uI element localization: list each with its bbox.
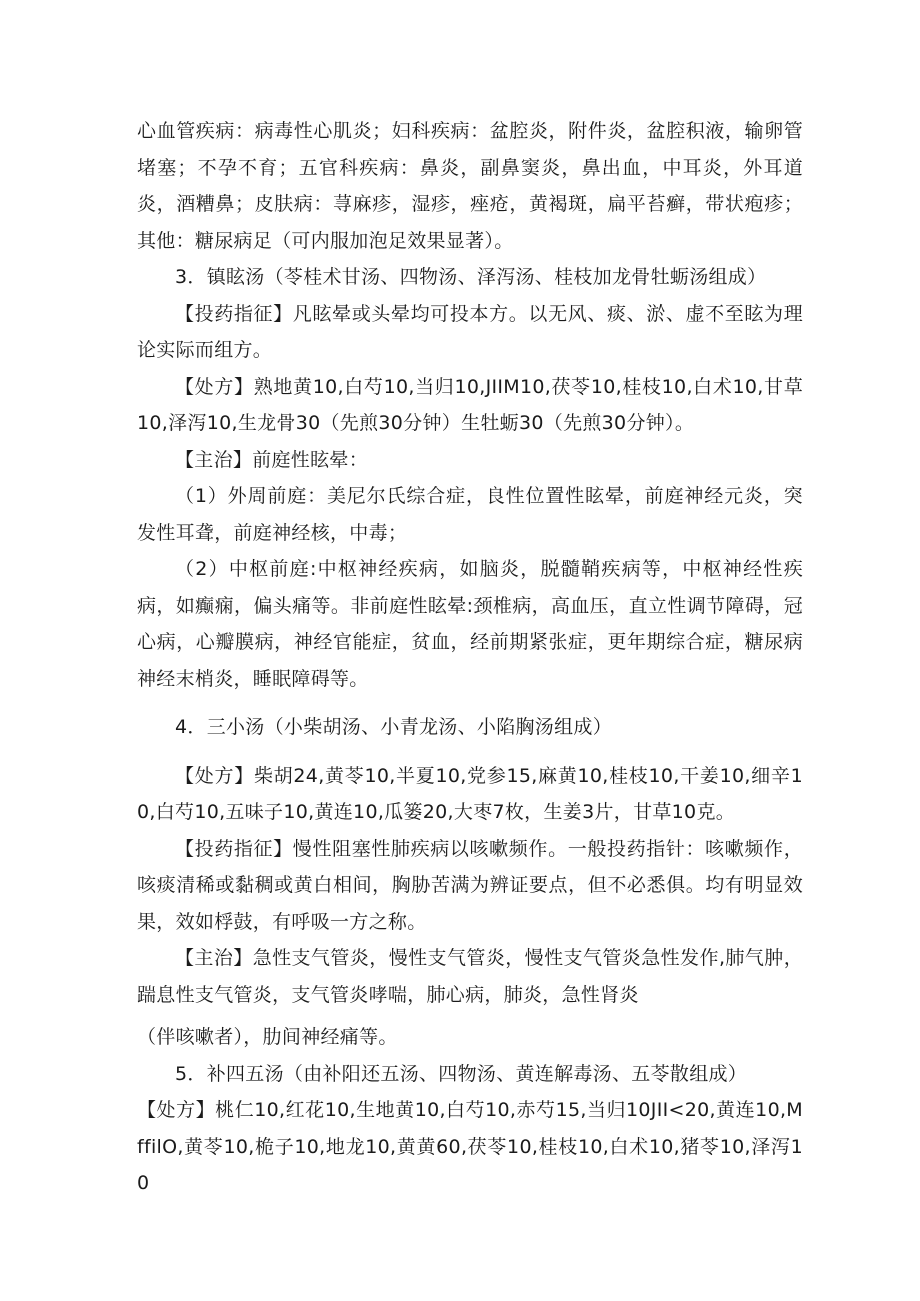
paragraph-prescription: 【处方】柴胡24,黄苓10,半夏10,党参15,麻黄10,桂枝10,干姜10,细辛10,白芍10,五味子10,黄连10,瓜篓20,大枣7枚，生姜3片，甘草10克。 — [137, 764, 803, 823]
paragraph-prescription: 【处方】熟地黄10,白芍10,当归10,JIIM10,茯苓10,桂枝10,白术10,甘草10,泽泻10,生龙骨30（先煎30分钟）生牡蛎30（先煎30分钟）。 — [137, 375, 803, 434]
section-heading-5: 5．补四五汤（由补阳还五汤、四物汤、黄连解毒汤、五苓散组成） — [175, 1062, 748, 1085]
document-body — [137, 113, 803, 1202]
section-heading-3: 3．镇眩汤（苓桂术甘汤、四物汤、泽泻汤、桂枝加龙骨牡蛎汤组成） — [175, 266, 767, 288]
paragraph-indication: 【投药指征】凡眩晕或头晕均可投本方。以无风、痰、淤、虚不至眩为理论实际而组方。 — [137, 302, 803, 361]
section-heading-4: 4．三小汤（小柴胡汤、小青龙汤、小陷胸汤组成） — [175, 716, 612, 738]
paragraph-indication: 【投药指征】慢性阻塞性肺疾病以咳嗽频作。一般投药指针：咳嗽频作，咳痰清稀或黏稠或黄白相间，胸胁苦满为辨证要点，但不必悉俱。均有明显效果，效如桴鼓，有呼吸一方之称。 — [137, 837, 803, 933]
paragraph-treatment: 【主治】急性支气管炎，慢性支气管炎，慢性支气管炎急性发作,肺气肿，踹息性支气管炎，支气管炎哮喘，肺心病，肺炎，急性肾炎 — [137, 947, 803, 1006]
paragraph-prescription: 【处方】桃仁10,红花10,生地黄10,白芍10,赤芍15,当归10JII<20,黄连10,MffilO,黄苓10,桅子10,地龙10,黄黄60,茯苓10,桂枝10,白术10,猪苓10,泽泻10 — [137, 1099, 803, 1194]
paragraph-continuation: （伴咳嗽者），肋间神经痛等。 — [137, 1026, 398, 1048]
paragraph-treatment-title: 【主治】前庭性眩晕： — [175, 448, 369, 471]
paragraph-central: （2）中枢前庭:中枢神经疾病，如脑炎，脱髓鞘疾病等，中枢神经性疾病，如癫痫，偏头痛等。非前庭性眩晕:颈椎病，高血压，直立性调节障碍，冠心病，心瓣膜病，神经官能症，贫血，经前期紧张症，更年期综合症，糖尿病神经末梢炎，睡眠障碍等。 — [137, 558, 803, 690]
paragraph-peripheral: （1）外周前庭：美尼尔氏综合症，良性位置性眩晕，前庭神经元炎，突发性耳聋，前庭神经核，中毒； — [137, 485, 803, 544]
paragraph-continuation: 心血管疾病：病毒性心肌炎；妇科疾病：盆腔炎，附件炎，盆腔积液，输卵管堵塞；不孕不育；五官科疾病：鼻炎，副鼻窦炎，鼻出血，中耳炎，外耳道炎，酒糟鼻；皮肤病：荨麻疹，湿疹，痤疮，黄褐斑，扁平苔癣，带状疱疹；其他：糖尿病足（可内服加泡足效果显著）。 — [137, 120, 803, 252]
